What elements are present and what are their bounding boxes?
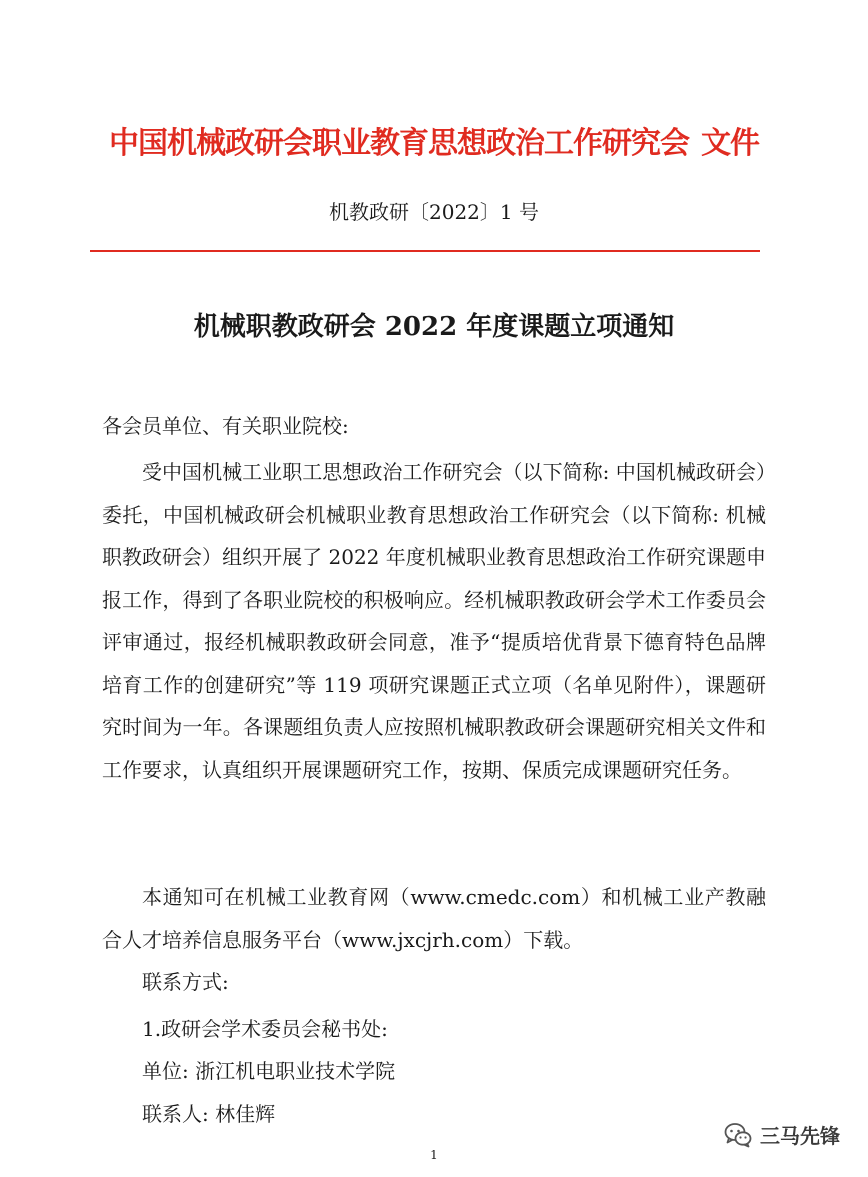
watermark-text: 三马先锋 (760, 1124, 840, 1148)
wechat-icon (724, 1122, 752, 1148)
notice-title: 机械职教政研会 2022 年度课题立项通知 (193, 312, 675, 342)
doc-word: 文件 (701, 126, 759, 161)
document-header-title (0, 118, 868, 162)
contact-heading: 联系方式: (142, 970, 229, 994)
contact-unit: 单位: 浙江机电职业技术学院 (142, 1059, 396, 1083)
red-divider (90, 250, 760, 252)
contact-item-1: 1.政研会学术委员会秘书处: (142, 1017, 388, 1041)
document-number: 机教政研〔2022〕1 号 (329, 200, 539, 224)
page-number: 1 (430, 1148, 438, 1162)
org-name: 中国机械政研会职业教育思想政治工作研究会 (109, 126, 689, 161)
contact-person: 联系人: 林佳辉 (142, 1102, 276, 1126)
body-paragraph-1: 受中国机械工业职工思想政治工作研究会（以下简称: 中国机械政研会）委托，中国机械政研会机械职业教育思想政治工作研究会（以下简称: 机械职教政研会）组织开展了 2022 年度机械职业教育思想政治工作研究课题申报工作，得到了各职业院校的积极响应。经机械职教政研会学术工作委员会评审通过，报经机械职教政研会同意，准予“提质培优背景下德育特色品牌培育工作的创建研究”等 119 项研究课题正式立项（名单见附件），课题研究时间为一年。各课题组负责人应按照机械职教政研会课题研究相关文件和工作要求，认真组织开展课题研究工作，按期、保质完成课题研究任务。 (102, 460, 766, 782)
watermark (724, 1120, 840, 1149)
body-paragraph-2: 本通知可在机械工业教育网（www.cmedc.com）和机械工业产教融合人才培养信息服务平台（www.jxcjrh.com）下载。 (102, 885, 766, 952)
salutation: 各会员单位、有关职业院校: (102, 414, 349, 438)
